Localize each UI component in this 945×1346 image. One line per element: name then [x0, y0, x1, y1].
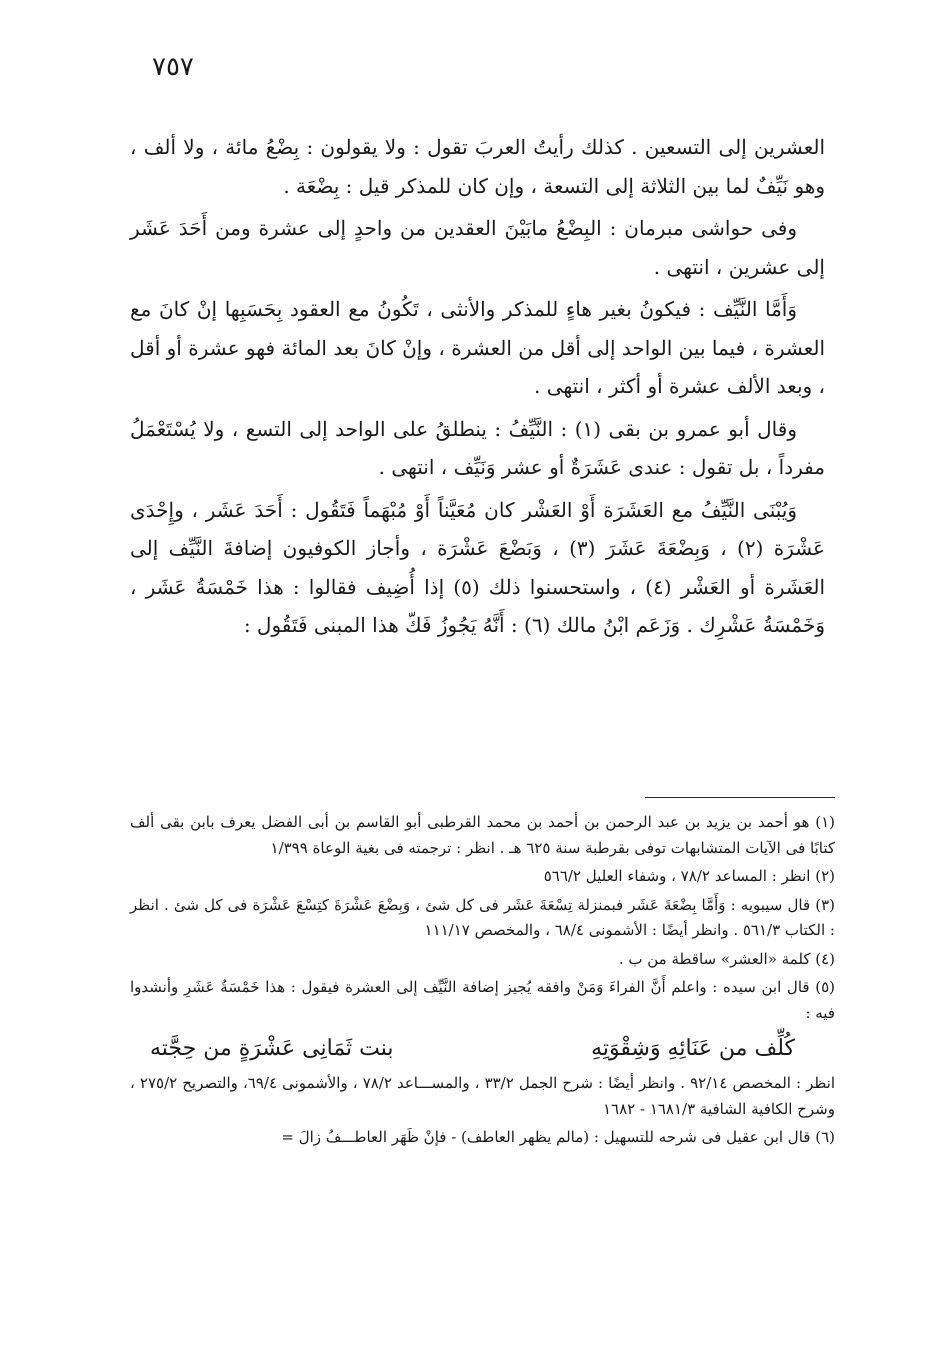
paragraph: وقال أبو عمرو بن بقى (١) : النَّيِّفُ : ينطلقُ على الواحد إلى التسع ، ولا يُسْتَعْمَلُ مفرداً ، بل تقول : عندى عَشَرَةٌ أو عشر وَنَيِّف ، انتهى . [130, 416, 825, 479]
footnote-3: (٣) قال سيبويه : وَأَمَّا بِضْعَةَ عَشَر فبمنزلة تِسْعَةَ عَشَر فى كل شئ ، وَبِضْعَ عَشْرَةَ كتِسْعَ عَشْرَة فى كل شئ . انظر : الكتاب ٥٦١/٣ . وانظر أيضًا : الأشمونى ٦٨/٤ ، والمخصص ١١١/١٧ [130, 895, 835, 939]
footnote-divider [645, 797, 835, 798]
footnote-5-continuation: انظر : المخصص ٩٢/١٤ . وانظر أيضًا : شرح الجمل ٣٣/٢ ، والمســـاعد ٧٨/٢ ، والأشمونى ٦٩/٤، والتصريح ٢٧٥/٢ ، وشرح الكافية الشافية ١٦٨١/٣ - ١٦٨٢ [130, 1074, 836, 1118]
paragraph: العشرين إلى التسعين . كذلك رأيتُ العربَ تقول : ولا يقولون : بِضْعُ مائة ، ولا ألف ، وهو نَيِّفٌ لما بين الثلاثة إلى التسعة ، وإن كان للمذكر قيل : بِضْعَة . [130, 135, 825, 198]
footnote-4: (٤) كلمة «العشر» ساقطة من ب . [618, 949, 835, 968]
page-number: ٧٥٧ [152, 52, 194, 82]
verse-second-hemistich: بنت ثَمَانِى عَشْرَةٍ من حِجَّته [150, 1036, 394, 1061]
verse [130, 1029, 835, 1069]
verse-first-hemistich: كُلِّف من عَنَائِهِ وَشِقْوَتِهِ [591, 1036, 795, 1061]
paragraph: وَأَمَّا النَّيِّف : فيكونُ بغير هاءٍ للمذكر والأنثى ، تَكُونُ مع العقود بِحَسَبِها إنْ كانَ مع العشرة ، فيما بين الواحد إلى أقل من العشرة ، وإنْ كانَ بعد المائة فهو عشرة أو أقل ، وبعد الألف عشرة أو أكثر ، انتهى . [130, 297, 825, 398]
footnotes [130, 810, 835, 1154]
main-text [130, 128, 825, 649]
footnote-6: (٦) قال ابن عقيل فى شرحه للتسهيل : (مالم يظهر العاطف) - فإنْ ظَهَر العاطـــفُ زالَ = [281, 1128, 835, 1146]
footnote-2: (٢) انظر : المساعد ٧٨/٢ ، وشفاء العليل ٥٦٦/٢ [543, 867, 835, 885]
footnote-1: (١) هو أحمد بن يزيد بن عبد الرحمن بن أحمد بن محمد القرطبى أبو القاسم بن أبى الفضل يعرف بابن بقى ألف كتابًا فى الآيات المتشابهات توفى بقرطبة سنة ٦٢٥ هـ . انظر : ترجمته فى بغية الوعاة ١/٣٩٩ [130, 813, 835, 857]
paragraph: وَيُبْنَى النَّيِّفُ مع العَشَرَة أَوْ العَشْر كان مُعَيَّناً أَوْ مُبْهَماً فَتَقُول : أَحَدَ عَشَر ، وإِحْدَى عَشْرَة (٢) ، وَبِضْعَةَ عَشَرَ (٣) ، وَبَضْعَ عَشْرَة ، وأجاز الكوفيون إضافةَ النَّيِّف إلى العَشَرة أو العَشْر (٤) ، واستحسنوا ذلك (٥) إذا أُضِيف فقالوا : هذا خَمْسَةُ عَشَر ، وَخَمْسَةُ عَشْرِك . وَزَعَم ابْنُ مالك (٦) : أَنَّهُ يَجُوزُ فَكّ هذا المبنى فَتَقُول : [130, 497, 826, 637]
footnote-5: (٥) قال ابن سيده : واعلم أَنَّ الفراءَ وَمَنْ وافقه يُجيز إضافة النَّيِّف إلى العشرة فيقول : هذا خَمْسَةُ عَشَرِ وأنشدوا فيه : [130, 978, 835, 1022]
paragraph: وفى حواشى مبرمان : البِضْعُ مابَيْنَ العقدين من واحدٍ إلى عشرة ومن أَحَدَ عَشَر إلى عشرين ، انتهى . [130, 216, 825, 279]
